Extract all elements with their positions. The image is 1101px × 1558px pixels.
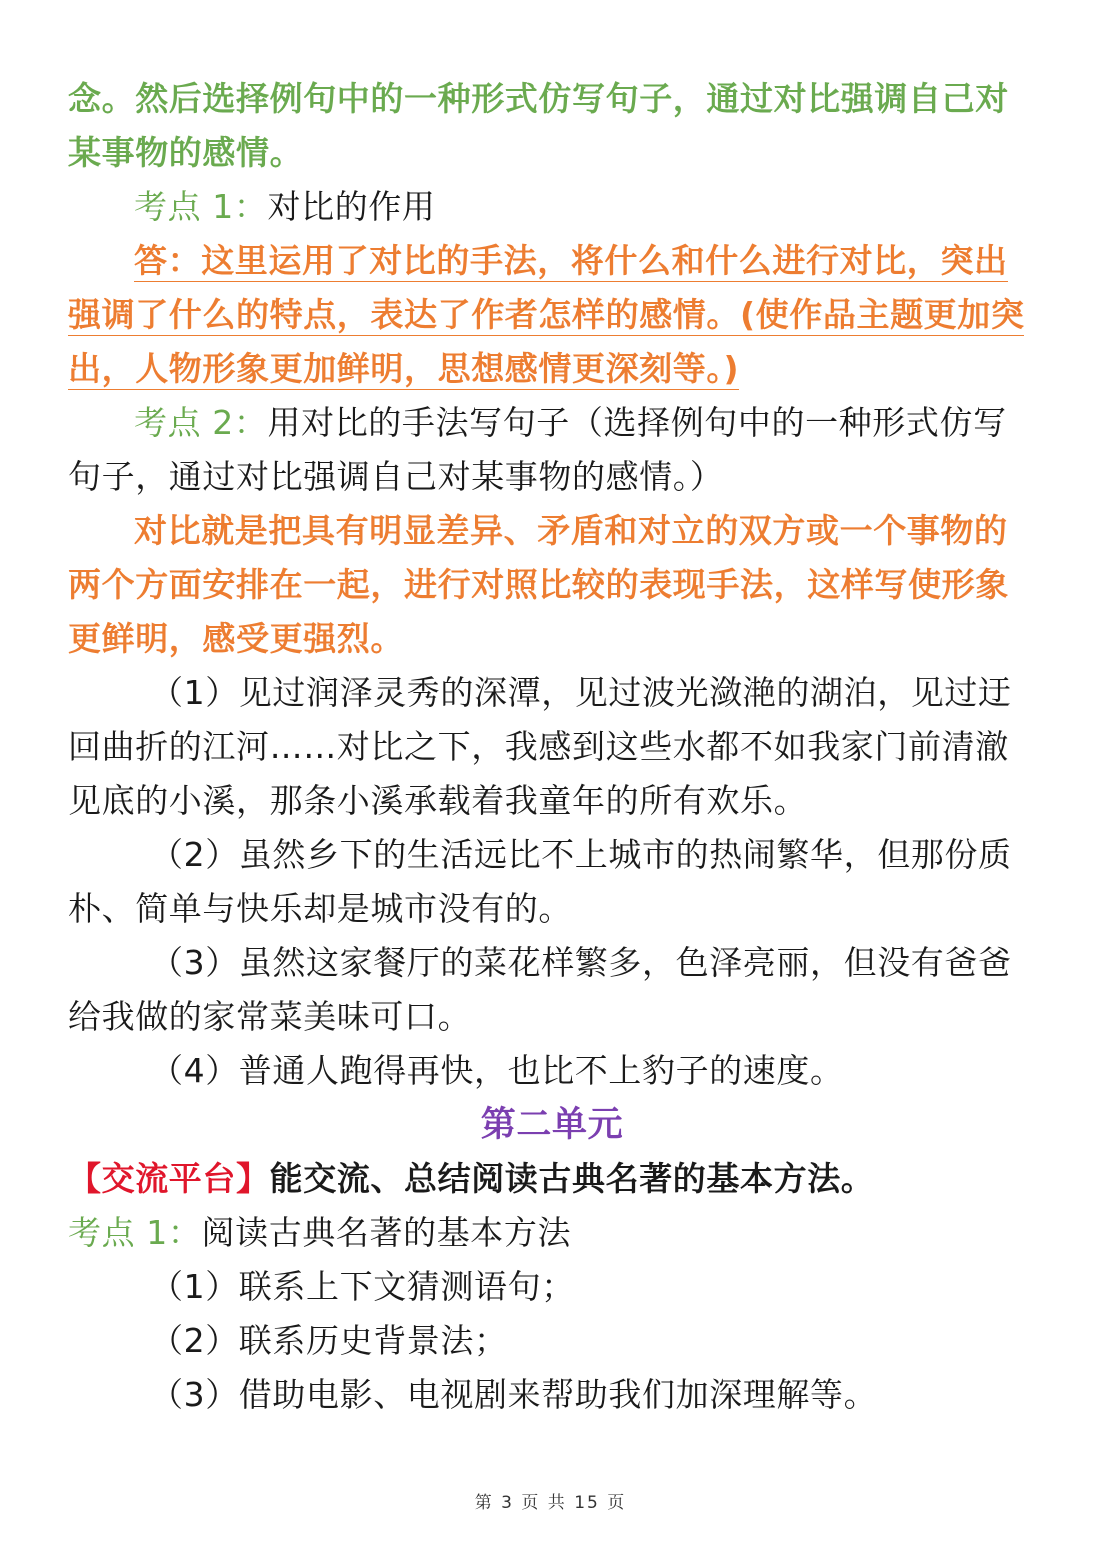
page-content [68,72,1036,1422]
point3-label: 考点 1： [68,1213,202,1252]
point1-line [68,180,1036,234]
point2-text: 用对比的手法写句子（选择例句中的一种形式仿写句子，通过对比强调自己对某事物的感情。） [68,403,1007,496]
definition-text: 对比就是把具有明显差异、矛盾和对立的双方或一个事物的两个方面安排在一起，进行对照比较的表现手法，这样写使形象更鲜明，感受更强烈。 [68,511,1009,658]
point1-text: 对比的作用 [267,187,436,226]
point2-line [68,396,1036,504]
point2-label: 考点 2： [134,403,268,442]
method-1: （1）联系上下文猜测语句； [150,1267,575,1306]
point1-label: 考点 1： [134,187,268,226]
point3-line [68,1206,1036,1260]
unit-title: 第二单元 [480,1105,624,1145]
example-1: （1）见过润泽灵秀的深潭，见过波光潋滟的湖泊，见过迂回曲折的江河……对比之下，我感到这些水都不如我家门前清澈见底的小溪，那条小溪承载着我童年的所有欢乐。 [68,673,1012,820]
point3-text: 阅读古典名著的基本方法 [201,1213,572,1252]
example-3: （3）虽然这家餐厅的菜花样繁多，色泽亮丽，但没有爸爸给我做的家常菜美味可口。 [68,943,1012,1036]
intro-text: 念。然后选择例句中的一种形式仿写句子，通过对比强调自己对某事物的感情。 [68,79,1009,172]
example-4: （4）普通人跑得再快，也比不上豹子的速度。 [150,1051,844,1090]
method-3: （3）借助电影、电视剧来帮助我们加深理解等。 [150,1375,878,1414]
platform-line [68,1152,1036,1206]
example-2: （2）虽然乡下的生活远比不上城市的热闹繁华，但那份质朴、简单与快乐却是城市没有的。 [68,835,1012,928]
answer-line [68,234,1036,396]
platform-text: 能交流、总结阅读古典名著的基本方法。 [269,1159,875,1198]
page-footer: 第 3 页 共 15 页 [474,1493,627,1513]
platform-tag: 【交流平台】 [68,1159,270,1198]
method-2: （2）联系历史背景法； [150,1321,508,1360]
answer-text: 答：这里运用了对比的手法，将什么和什么进行对比，突出强调了什么的特点，表达了作者怎样的感情。(使作品主题更加突出，人物形象更加鲜明，思想感情更深刻等。) [68,241,1025,388]
